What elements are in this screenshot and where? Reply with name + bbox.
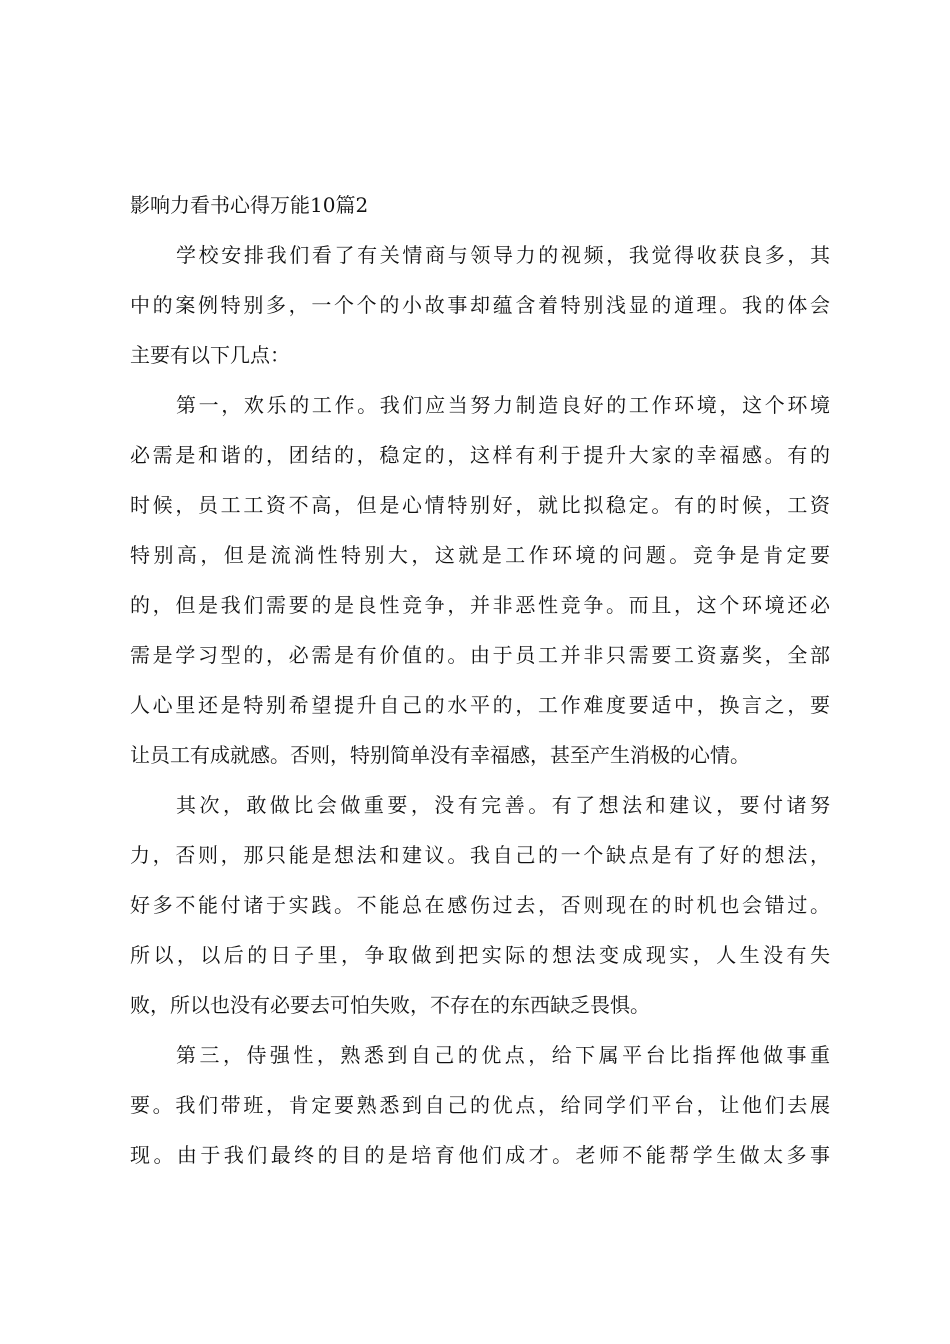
paragraph-2-line-7: 人心里还是特别希望提升自己的水平的，工作难度要适中，换言之，要 (130, 693, 830, 717)
paragraph-4-line-1: 第三，侍强性，熟悉到自己的优点，给下属平台比指挥他做事重 (176, 1043, 830, 1067)
paragraph-4-line-3: 现。由于我们最终的目的是培育他们成才。老师不能帮学生做太多事 (130, 1143, 830, 1167)
document-title: 影响力看书心得万能10篇2 (130, 193, 369, 217)
paragraph-2-line-1: 第一，欢乐的工作。我们应当努力制造良好的工作环境，这个环境 (176, 393, 830, 417)
paragraph-3-line-1: 其次，敢做比会做重要，没有完善。有了想法和建议，要付诸努 (176, 793, 830, 817)
paragraph-2-line-6: 需是学习型的，必需是有价值的。由于员工并非只需要工资嘉奖，全部 (130, 643, 830, 667)
paragraph-4-line-2: 要。我们带班，肯定要熟悉到自己的优点，给同学们平台，让他们去展 (130, 1093, 830, 1117)
paragraph-3-line-4: 所以，以后的日子里，争取做到把实际的想法变成现实，人生没有失 (130, 943, 830, 967)
paragraph-2-line-2: 必需是和谐的，团结的，稳定的，这样有利于提升大家的幸福感。有的 (130, 443, 830, 467)
paragraph-2-line-8: 让员工有成就感。否则，特别简单没有幸福感，甚至产生消极的心情。 (130, 743, 750, 767)
paragraph-3-line-5: 败，所以也没有必要去可怕失败，不存在的东西缺乏畏惧。 (130, 993, 650, 1017)
paragraph-1-line-1: 学校安排我们看了有关情商与领导力的视频，我觉得收获良多，其 (176, 243, 830, 267)
paragraph-2-line-4: 特别高，但是流淌性特别大，这就是工作环境的问题。竞争是肯定要 (130, 543, 830, 567)
paragraph-1-line-3: 主要有以下几点： (130, 343, 290, 367)
paragraph-2-line-5: 的，但是我们需要的是良性竞争，并非恶性竞争。而且，这个环境还必 (130, 593, 830, 617)
paragraph-2-line-3: 时候，员工工资不高，但是心情特别好，就比拟稳定。有的时候，工资 (130, 493, 830, 517)
paragraph-1-line-2: 中的案例特别多，一个个的小故事却蕴含着特别浅显的道理。我的体会 (130, 293, 830, 317)
paragraph-3-line-3: 好多不能付诸于实践。不能总在感伤过去，否则现在的时机也会错过。 (130, 893, 830, 917)
paragraph-3-line-2: 力，否则，那只能是想法和建议。我自己的一个缺点是有了好的想法， (130, 843, 830, 867)
